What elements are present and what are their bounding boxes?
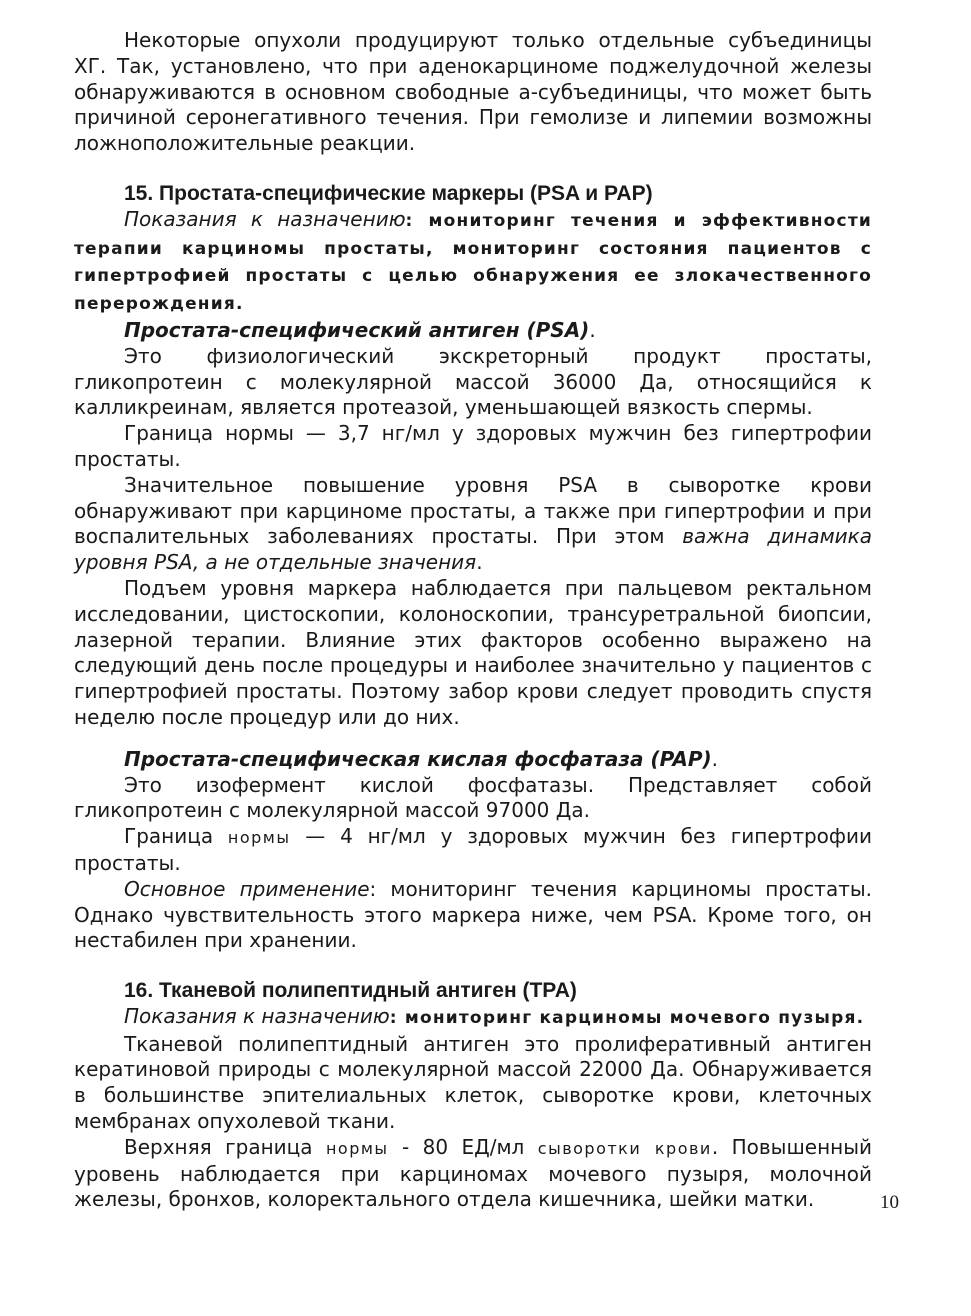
section-15-heading: 15. Простата-специфические маркеры (PSA и PAP) [124,181,653,205]
indications-label: Показания к назначению [124,206,406,231]
indications-text: : мониторинг карциномы мочевого пузыря. [389,1007,865,1028]
tpa-paragraph-2-spaced-2: сыворотки крови [537,1138,712,1158]
section-16-indications [74,1004,872,1032]
document-page [74,28,872,1213]
tpa-paragraph-1: Тканевой полипептидный антиген это пролиферативный антиген кератиновой природы с молекулярной массой 22000 Да. Обнаруживается в большинстве эпителиальных клеток, сыворотке крови, клеточных мембранах опухолевой ткани. [74,1031,872,1134]
psa-title-text: Простата-специфический антиген (PSA) [124,317,590,342]
psa-paragraph-1: Это физиологический экскреторный продукт простаты, гликопротеин с молекулярной массой 36000 Да, относящийся к калликреинам, является протеазой, уменьшающей вязкость спермы. [74,343,872,420]
spacer [74,954,872,978]
intro-paragraph: Некоторые опухоли продуцируют только отдельные субъединицы ХГ. Так, установлено, что при аденокарциноме поджелудочной железы обнаруживаются в основном свободные а-субъединицы, что может быть причиной серонегативного течения. При гемолизе и липемии возможны ложноположительные реакции. [74,28,872,156]
tpa-paragraph-2-rest: . Повышенный уровень наблюдается при карциномах мочевого пузыря, молочной железы, бронхов, колоректального отдела кишечника, шейки матки. [74,1134,873,1212]
indications-label: Показания к назначению [124,1003,390,1028]
pap-paragraph-1: Это изофермент кислой фосфатазы. Представляет собой гликопротеин с молекулярной массой 97000 Да. [74,772,872,823]
pap-use-text: : мониторинг течения карциномы простаты. Однако чувствительность этого маркера ниже, чем PSA. Кроме того, он нестабилен при хранении. [74,876,872,953]
psa-paragraph-4: Подъем уровня маркера наблюдается при пальцевом ректальном исследовании, цистоскопии, колоноскопии, трансуретральной биопсии, лазерной терапии. Влияние этих факторов особенно выражено на следующий день после процедуры и наиболее значительно у пациентов с гипертрофией простаты. Поэтому забор крови следует проводить спустя неделю после процедур или до них. [74,575,872,729]
tpa-paragraph-2-spaced: нормы [325,1138,389,1158]
page-number: 10 [880,1192,899,1213]
pap-use-paragraph [74,877,872,954]
pap-title-text: Простата-специфическая кислая фосфатаза (PAP) [124,746,712,771]
indications-text: : мониторинг течения и эффективности терапии карциномы простаты, мониторинг состояния пациентов с гипертрофией простаты с целью обнаружения ее злокачественного перерождения. [74,210,872,315]
section-15-indications [74,207,872,318]
psa-paragraph-2: Граница нормы — 3,7 нг/мл у здоровых мужчин без гипертрофии простаты. [74,421,872,471]
tpa-paragraph-2 [74,1135,872,1213]
psa-paragraph-3: Значительное повышение уровня PSA в сыворотке крови обнаруживают при карциноме простаты, а также при гипертрофии и при воспалительных заболеваниях простаты. При этом важна динамика уровня PSA, а не отдельные значения. [74,472,872,575]
psa-paragraph-3-text: Значительное повышение уровня PSA в сыворотке крови обнаруживают при карциноме простаты, а также при гипертрофии и при воспалительных заболеваниях простаты. При этом [74,472,872,549]
tpa-paragraph-2-text: Верхняя граница [124,1134,326,1159]
pap-paragraph-2-rest: — 4 нг/мл у здоровых мужчин без гипертрофии простаты. [74,824,872,875]
spacer [74,157,872,181]
pap-paragraph-2-spaced: нормы [227,828,291,848]
pap-paragraph-2 [74,824,872,877]
section-16-heading: 16. Тканевой полипептидный антиген (TPA) [124,979,577,1003]
pap-title: Простата-специфическая кислая фосфатаза (PAP). [124,746,719,771]
spacer [74,731,872,747]
psa-title: Простата-специфический антиген (PSA). [124,317,596,342]
psa-paragraph-3-emphasis: важна динамика уровня PSA, а не отдельные значения [74,524,872,575]
pap-paragraph-2-text: Граница [124,824,228,849]
tpa-paragraph-2-value: - 80 ЕД/мл [388,1134,538,1159]
pap-use-label: Основное применение [124,876,370,901]
